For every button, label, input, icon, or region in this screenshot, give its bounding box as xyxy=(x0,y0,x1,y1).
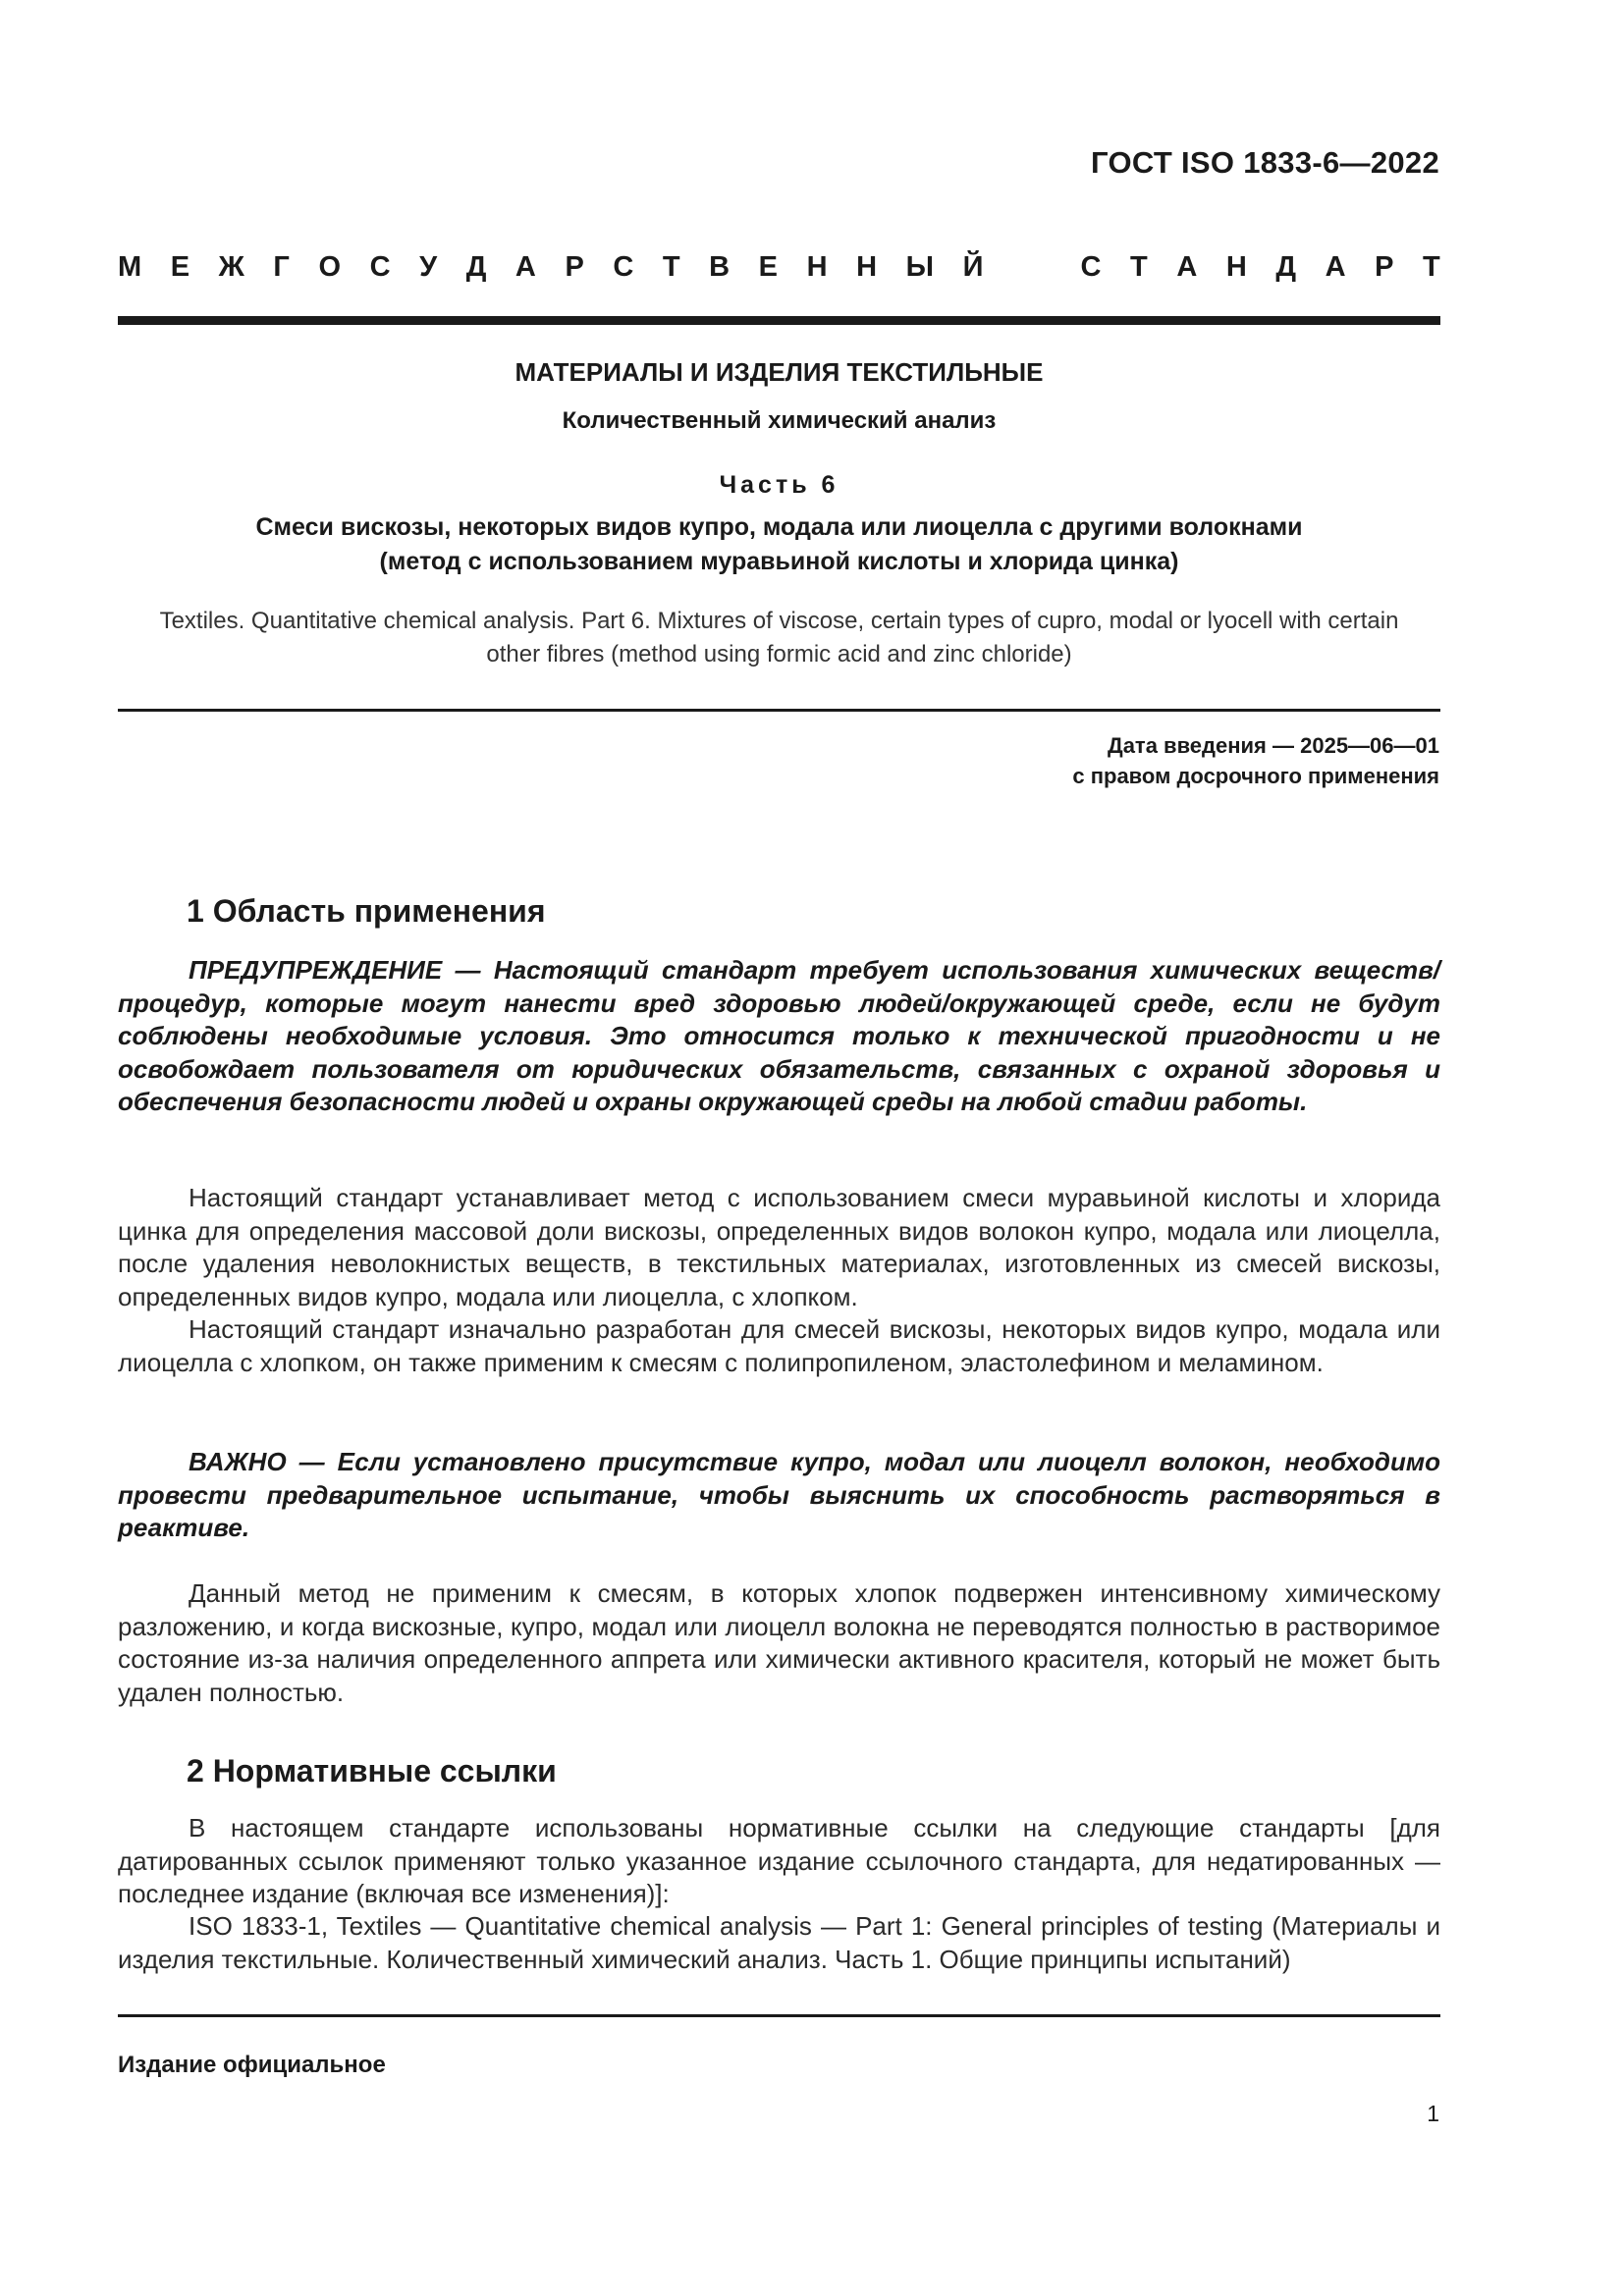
banner-letter: Й xyxy=(962,251,984,283)
document-subtitle: Количественный химический анализ xyxy=(562,407,997,434)
introduction-date: Дата введения — 2025—06—01 xyxy=(1108,733,1439,758)
official-edition-label: Издание официальное xyxy=(118,2052,386,2078)
banner-letter: С xyxy=(1080,251,1102,283)
part-description-line-1: Смеси вискозы, некоторых видов купро, модала или лиоцелла с другими волокнами xyxy=(255,513,1303,541)
warning-paragraph: ПРЕДУПРЕЖДЕНИЕ — Настоящий стандарт требует использования химических веществ/процедур, которые могут нанести вред здоровью людей/окружающей среде, если не будут соблюдены необходимые условия. Это относится только к технической пригодности и не освобождает пользователя от юридических обязательств, связанных с охраной здоровья и обеспечения безопасности людей и охраны окружающей среды на любой стадии работы. xyxy=(118,955,1440,1116)
banner-letter: Т xyxy=(1130,251,1148,283)
important-paragraph: ВАЖНО — Если установлено присутствие купро, модал или лиоцелл волокон, необходимо провести предварительное испытание, чтобы выяснить их способность растворяться в реактиве. xyxy=(118,1447,1440,1542)
references-paragraph-2: ISO 1833-1, Textiles — Quantitative chemical analysis — Part 1: General principles of testing (Материалы и изделия текстильные. Количественный химический анализ. Часть 1. Общие принципы испытаний) xyxy=(118,1911,1440,1974)
banner-letter: Р xyxy=(565,251,584,283)
banner-letter: А xyxy=(514,251,536,283)
references-paragraph-1: В настоящем стандарте использованы нормативные ссылки на следующие стандарты [для датированных ссылок применяют только указанное издание ссылочного стандарта, для недатированных — последнее издание (включая все изменения)]: xyxy=(118,1813,1440,1908)
scope-paragraph-3: Данный метод не применим к смесям, в которых хлопок подвержен интенсивному химическому разложению, и когда вискозные, купро, модал или лиоцелл волокна не переводятся полностью в растворимое состояние из-за наличия определенного аппрета или химически активного красителя, который не может быть удален полностью. xyxy=(118,1578,1440,1707)
banner-letter: В xyxy=(709,251,731,283)
banner-letter: А xyxy=(1325,251,1346,283)
english-title xyxy=(118,605,1440,671)
banner-letter: Е xyxy=(170,251,190,283)
banner-letter: С xyxy=(369,251,391,283)
banner-letter: Н xyxy=(1225,251,1247,283)
page-number: 1 xyxy=(1427,2101,1439,2126)
section-2-title: 2 Нормативные ссылки xyxy=(187,1753,557,1789)
banner-letter: О xyxy=(318,251,341,283)
scope-paragraph-2: Настоящий стандарт изначально разработан для смесей вискозы, некоторых видов купро, модала или лиоцелла с хлопком, он также применим к смесям с полипропиленом, эластолефином и меламином. xyxy=(118,1314,1440,1377)
banner-letter: Н xyxy=(806,251,828,283)
banner-letter: Г xyxy=(273,251,290,283)
banner-letter: Д xyxy=(465,251,487,283)
banner-letter: Ж xyxy=(218,251,244,283)
document-number: ГОСТ ISO 1833-6—2022 xyxy=(1091,145,1439,180)
section-1-title: 1 Область применения xyxy=(187,893,546,929)
footer-divider xyxy=(118,2014,1440,2017)
part-description-line-2: (метод с использованием муравьиной кислоты и хлорида цинка) xyxy=(379,548,1179,575)
banner-letter: Н xyxy=(856,251,878,283)
banner-letter: Т xyxy=(1423,251,1440,283)
scope-paragraph-1: Настоящий стандарт устанавливает метод с использованием смеси муравьиной кислоты и хлорида цинка для определения массовой доли вискозы, определенных видов волокон купро, модала или лиоцелла, после удаления неволокнистых веществ, в текстильных материалах, изготовленных из смесей вискозы, определенных видов купро, модала или лиоцелла, с хлопком. xyxy=(118,1183,1440,1311)
introduction-date-block xyxy=(1072,730,1439,791)
english-title-line-1: Textiles. Quantitative chemical analysis. Part 6. Mixtures of viscose, certain types of cupro, modal or lyocell with certain xyxy=(159,608,1399,634)
document-part: Часть 6 xyxy=(719,471,839,499)
banner-letter: М xyxy=(118,251,142,283)
english-title-line-2: other fibres (method using formic acid and zinc chloride) xyxy=(486,641,1072,667)
document-part-description xyxy=(118,510,1440,579)
banner-letter: Т xyxy=(662,251,680,283)
banner-letter: Е xyxy=(758,251,778,283)
title-divider xyxy=(118,709,1440,712)
banner-letter: А xyxy=(1176,251,1198,283)
banner-letter: Ы xyxy=(905,251,934,283)
early-application-note: с правом досрочного применения xyxy=(1072,764,1439,788)
document-title: МАТЕРИАЛЫ И ИЗДЕЛИЯ ТЕКСТИЛЬНЫЕ xyxy=(514,357,1044,387)
banner-word-gap xyxy=(1012,251,1052,291)
interstate-standard-banner xyxy=(118,251,1440,291)
header-divider xyxy=(118,316,1440,325)
banner-letter: У xyxy=(419,251,438,283)
banner-letter: Д xyxy=(1275,251,1297,283)
banner-letter: Р xyxy=(1375,251,1394,283)
banner-letter: С xyxy=(613,251,634,283)
